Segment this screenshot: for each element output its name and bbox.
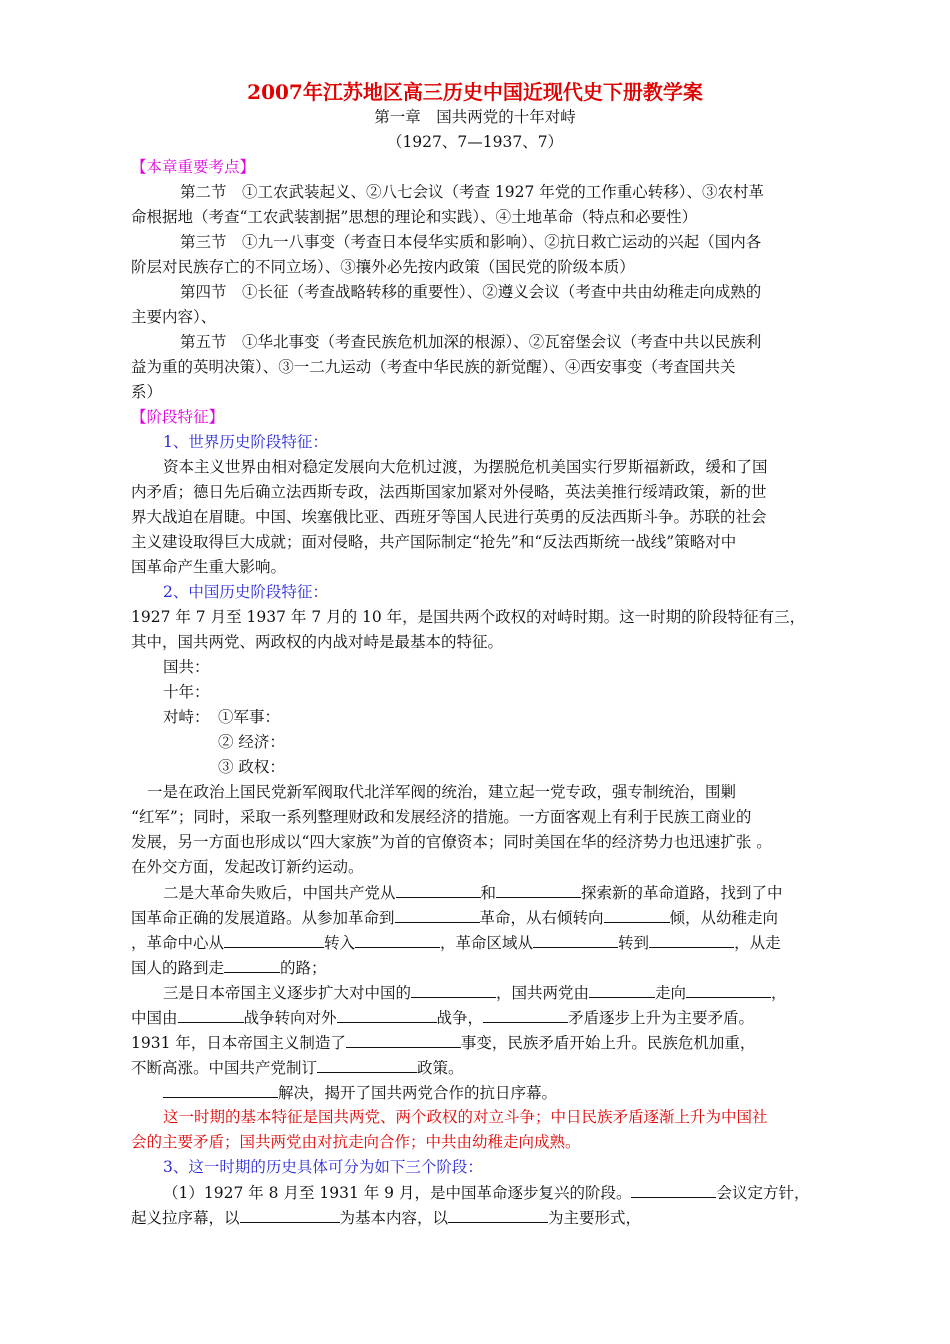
key-point-section-5-line-3: 系）	[131, 383, 163, 401]
text-segment: 二是大革命失败后，中国共产党从	[163, 884, 396, 902]
fill-blank[interactable]	[649, 932, 734, 948]
text-segment: 革命，从右倾转向	[479, 909, 604, 927]
world-heading: 1、世界历史阶段特征：	[163, 433, 328, 451]
paragraph-3-line-5	[163, 1082, 557, 1103]
text-segment: 事变，民族矛盾开始上升。民族危机加重，	[460, 1034, 756, 1052]
fill-blank[interactable]	[355, 932, 440, 948]
fill-blank[interactable]	[483, 1007, 568, 1023]
paragraph-2-line-4	[131, 957, 327, 978]
fill-blank[interactable]	[589, 982, 655, 998]
text-segment: 探索新的革命道路，找到了中	[581, 884, 783, 902]
key-point-section-4-line-2: 主要内容）、	[131, 308, 217, 326]
paragraph-3-line-1	[163, 982, 787, 1003]
fill-blank[interactable]	[448, 1207, 548, 1223]
world-paragraph-line-1: 资本主义世界由相对稳定发展向大危机过渡，为摆脱危机美国实行罗斯福新政，缓和了国	[163, 458, 768, 476]
china-paragraph-line-2: 其中，国共两党、两政权的内战对峙是最基本的特征。	[131, 633, 504, 651]
world-paragraph-line-5: 国革命产生重大影响。	[131, 558, 287, 576]
world-paragraph-line-3: 界大战迫在眉睫。中国、埃塞俄比亚、西班牙等国人民进行英勇的反法西斯斗争。苏联的社会	[131, 508, 767, 526]
paragraph-1-line-1: 一是在政治上国民党新军阀取代北洋军阀的统治，建立起一党专政，强专制统治，围剿	[147, 783, 737, 801]
fill-blank[interactable]	[686, 982, 771, 998]
fill-blank[interactable]	[411, 982, 496, 998]
diagram-item-regime: ③ 政权：	[218, 758, 285, 776]
stage-header: 【阶段特征】	[131, 408, 225, 426]
diagram-label-shinian: 十年：	[163, 683, 210, 701]
china-heading: 2、中国历史阶段特征：	[163, 583, 328, 601]
key-point-section-3-line-1: 第三节 ①九一八事变（考查日本侵华实质和影响）、②抗日救亡运动的兴起（国内各	[180, 233, 762, 251]
fill-blank[interactable]	[631, 1182, 716, 1198]
phases-heading: 3、这一时期的历史具体可分为如下三个阶段：	[163, 1158, 483, 1176]
key-point-section-2-line-2: 命根据地（考查“工农武装割据”思想的理论和实践）、④土地革命（特点和必要性）	[131, 208, 698, 226]
text-segment: 为主要形式，	[548, 1209, 642, 1227]
paragraph-2-line-2	[131, 907, 778, 928]
paragraph-1-line-4: 在外交方面，发起改订新约运动。	[131, 858, 364, 876]
china-paragraph-line-1: 1927 年 7 月至 1937 年 7 月的 10 年，是国共两个政权的对峙时期。这一时期的阶段特征有三，	[131, 608, 806, 626]
world-paragraph-line-4: 主义建设取得巨大成就；面对侵略，共产国际制定“抢先”和“反法西斯统一战线”策略对中	[131, 533, 737, 551]
world-paragraph-line-2: 内矛盾；德日先后确立法西斯专政，法西斯国家加紧对外侵略，英法美推行绥靖政策，新的世	[131, 483, 767, 501]
text-segment: 转到	[618, 934, 650, 952]
text-segment: 起义拉序幕，以	[131, 1209, 240, 1227]
text-segment: 倾，从幼稚走向	[669, 909, 779, 927]
fill-blank[interactable]	[533, 932, 618, 948]
text-segment: 国革命正确的发展道路。从参加革命到	[131, 909, 395, 927]
key-points-header: 【本章重要考点】	[131, 158, 256, 176]
paragraph-1-line-3: 发展，另一方面也形成以“四大家族”为首的官僚资本；同时美国在华的经济势力也迅速扩张 。	[131, 833, 772, 851]
diagram-label-duizhi: 对峙：	[163, 708, 210, 726]
text-segment: 矛盾逐步上升为主要矛盾。	[568, 1009, 755, 1027]
text-segment: 解决，揭开了国共两党合作的抗日序幕。	[278, 1084, 558, 1102]
text-segment: 会议定方针，	[716, 1184, 810, 1202]
fill-blank[interactable]	[178, 1007, 244, 1023]
chapter-title: 第一章 国共两党的十年对峙	[374, 108, 576, 126]
text-segment: 不断高涨。中国共产党制订	[131, 1059, 318, 1077]
text-segment: 转入	[324, 934, 356, 952]
phase-1-line-1	[163, 1182, 809, 1203]
text-segment: ，	[771, 984, 787, 1002]
document-title: 2007年江苏地区高三历史中国近现代史下册教学案	[247, 80, 703, 104]
fill-blank[interactable]	[317, 1057, 417, 1073]
key-point-section-4-line-1: 第四节 ①长征（考查战略转移的重要性）、②遵义会议（考查中共由幼稚走向成熟的	[180, 283, 762, 301]
fill-blank[interactable]	[604, 907, 670, 923]
text-segment: 三是日本帝国主义逐步扩大对中国的	[163, 984, 412, 1002]
text-segment: 政策。	[417, 1059, 464, 1077]
text-segment: 战争，	[436, 1009, 484, 1027]
chapter-period: （1927、7—1937、7）	[386, 133, 564, 151]
text-segment: 的路；	[280, 959, 327, 977]
text-segment: ，从走	[734, 934, 781, 952]
fill-blank[interactable]	[163, 1082, 278, 1098]
diagram-label-guogong: 国共：	[163, 658, 210, 676]
diagram-item-economy: ② 经济：	[218, 733, 285, 751]
fill-blank[interactable]	[224, 957, 280, 973]
fill-blank[interactable]	[395, 907, 480, 923]
key-point-section-5-line-1: 第五节 ①华北事变（考查民族危机加深的根源）、②瓦窑堡会议（考查中共以民族利	[180, 333, 762, 351]
fill-blank[interactable]	[396, 882, 481, 898]
text-segment: （1）1927 年 8 月至 1931 年 9 月，是中国革命逐步复兴的阶段。	[163, 1184, 632, 1202]
key-point-section-3-line-2: 阶层对民族存亡的不同立场）、③攘外必先按内政策（国民党的阶级本质）	[131, 258, 635, 276]
text-segment: 1931 年，日本帝国主义制造了	[131, 1034, 346, 1052]
paragraph-3-line-3	[131, 1032, 755, 1053]
paragraph-3-line-2	[131, 1007, 754, 1028]
text-segment: 中国由	[131, 1009, 178, 1027]
text-segment: 国人的路到走	[131, 959, 225, 977]
fill-blank[interactable]	[224, 932, 324, 948]
text-segment: 为基本内容，以	[339, 1209, 449, 1227]
text-segment: ，国共两党由	[496, 984, 590, 1002]
fill-blank[interactable]	[346, 1032, 461, 1048]
paragraph-2-line-3	[131, 932, 781, 953]
paragraph-3-line-4	[131, 1057, 464, 1078]
text-segment: 走向	[655, 984, 687, 1002]
text-segment: 战争转向对外	[243, 1009, 337, 1027]
fill-blank[interactable]	[496, 882, 581, 898]
text-segment: 和	[480, 884, 497, 902]
basic-feature-line-1: 这一时期的基本特征是国共两党、两个政权的对立斗争；中日民族矛盾逐渐上升为中国社	[163, 1108, 768, 1126]
text-segment: ，革命区域从	[440, 934, 534, 952]
key-point-section-5-line-2: 益为重的英明决策）、③一二九运动（考查中华民族的新觉醒）、④西安事变（考查国共关	[131, 358, 736, 376]
paragraph-1-line-2: “红军”；同时，采取一系列整理财政和发展经济的措施。一方面客观上有利于民族工商业的	[131, 808, 752, 826]
diagram-item-military: ①军事：	[218, 708, 281, 726]
paragraph-2-line-1	[163, 882, 783, 903]
text-segment: ，革命中心从	[131, 934, 225, 952]
fill-blank[interactable]	[337, 1007, 437, 1023]
phase-1-line-2	[131, 1207, 641, 1228]
fill-blank[interactable]	[240, 1207, 340, 1223]
key-point-section-2-line-1: 第二节 ①工农武装起义、②八七会议（考查 1927 年党的工作重心转移）、③农村革	[180, 183, 765, 201]
basic-feature-line-2: 会的主要矛盾；国共两党由对抗走向合作；中共由幼稚走向成熟。	[131, 1133, 581, 1151]
